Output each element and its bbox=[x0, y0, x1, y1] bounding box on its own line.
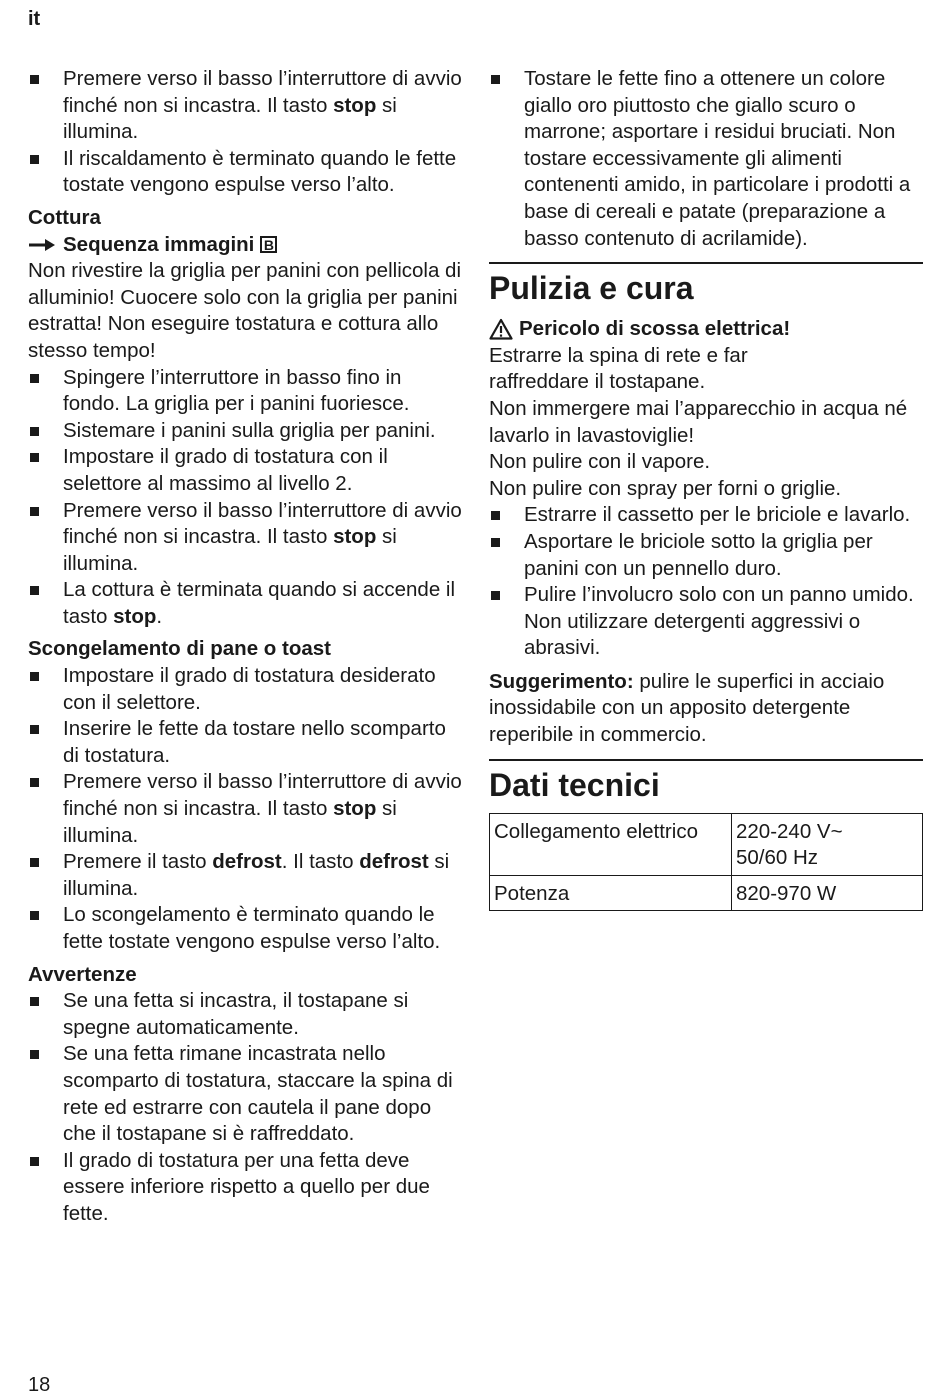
language-code: it bbox=[28, 8, 41, 30]
list-item bbox=[28, 1148, 464, 1228]
figure-reference-label: Sequenza immagini bbox=[63, 232, 255, 256]
list-item bbox=[28, 146, 464, 199]
bullet-square-icon bbox=[491, 75, 500, 84]
list-item bbox=[28, 365, 464, 418]
pulizia-line: Estrarre la spina di rete e far raffreddare il tostapane. bbox=[489, 343, 748, 394]
pulizia-line: Non immergere mai l’apparecchio in acqua né lavarlo in lavastoviglie! bbox=[489, 396, 908, 447]
list-item-keyword: defrost bbox=[212, 850, 282, 874]
list-item bbox=[28, 902, 464, 955]
figure-reference bbox=[28, 232, 464, 259]
list-item-text: Impostare il grado di tostatura con il selettore al massimo al livello 2. bbox=[63, 445, 388, 495]
bullet-square-icon bbox=[30, 586, 39, 595]
list-item bbox=[489, 502, 923, 529]
figure-letter-box: B bbox=[260, 236, 277, 253]
list-item bbox=[489, 529, 923, 582]
list-item bbox=[28, 498, 464, 578]
list-item-text: Il grado di tostatura per una fetta deve essere inferiore rispetto a quello per due fette. bbox=[63, 1148, 430, 1225]
bullet-square-icon bbox=[491, 591, 500, 600]
bullet-square-icon bbox=[30, 911, 39, 920]
table-cell-value: 820-970 W bbox=[732, 875, 923, 911]
list-item-text: . Il tasto bbox=[281, 850, 360, 874]
scongelamento-heading: Scongelamento di pane o toast bbox=[28, 637, 331, 661]
list-item-text: si illumina. bbox=[63, 93, 397, 144]
list-item-text: Lo scongelamento è terminato quando le fette tostate vengono espulse verso l’alto. bbox=[63, 903, 441, 953]
warning-triangle-icon bbox=[489, 318, 513, 340]
list-item-text: Se una fetta rimane incastrata nello scomparto di tostatura, staccare la spina di rete ed estrarre con cautela il pane dopo che il tostapane si è raffreddato. bbox=[63, 1042, 453, 1146]
table-row bbox=[490, 875, 923, 911]
intro-list-left bbox=[28, 66, 464, 199]
list-item-text: . bbox=[156, 604, 163, 628]
list-item-text: Tostare le fette fino a ottenere un colore giallo oro piuttosto che giallo scuro o marrone; asportare i residui bruciati. Non tostare eccessivamente gli alimenti contenenti amido, in particolare i prodotti a base di cereali e patate (preparazione a basso contenuto di acrilamide). bbox=[524, 67, 911, 250]
bullet-square-icon bbox=[491, 511, 500, 520]
intro-list-right bbox=[489, 66, 923, 252]
list-item bbox=[28, 769, 464, 849]
table-row bbox=[490, 813, 923, 875]
list-item-keyword: stop bbox=[333, 525, 377, 549]
list-item-text: Se una fetta si incastra, il tostapane si spegne automaticamente. bbox=[63, 989, 409, 1039]
tip-label: Suggerimento: bbox=[489, 669, 634, 693]
bullet-square-icon bbox=[30, 453, 39, 462]
bullet-square-icon bbox=[30, 725, 39, 734]
list-item-text: si illumina. bbox=[63, 525, 397, 575]
pulizia-line: Non pulire con spray per forni o griglie. bbox=[489, 476, 842, 500]
list-item-text: si illumina. bbox=[63, 797, 397, 847]
list-item-text: La cottura è terminata quando si accende il tasto bbox=[63, 578, 456, 628]
technical-data-table bbox=[489, 813, 923, 912]
list-item-text: Spingere l’interruttore in basso fino in fondo. La griglia per i panini fuoriesce. bbox=[63, 365, 410, 416]
list-item-text: Premere il tasto bbox=[63, 850, 213, 874]
list-item bbox=[28, 663, 464, 716]
pulizia-line: Non pulire con il vapore. bbox=[489, 450, 711, 474]
table-cell-key: Collegamento elettrico bbox=[490, 813, 732, 875]
bullet-square-icon bbox=[30, 1050, 39, 1059]
bullet-square-icon bbox=[30, 374, 39, 383]
tip-paragraph bbox=[489, 669, 923, 749]
list-item-text: Premere verso il basso l’interruttore di avvio finché non si incastra. Il tasto bbox=[63, 67, 462, 117]
bullet-square-icon bbox=[30, 778, 39, 787]
bullet-square-icon bbox=[30, 1157, 39, 1166]
list-item bbox=[28, 1041, 464, 1147]
bullet-square-icon bbox=[30, 155, 39, 164]
pulizia-list bbox=[489, 502, 923, 662]
warning-line bbox=[489, 316, 923, 343]
avvertenze-list bbox=[28, 988, 464, 1227]
bullet-square-icon bbox=[30, 75, 39, 84]
left-column bbox=[28, 66, 464, 1228]
cottura-intro: Non rivestire la griglia per panini con pellicola di alluminio! Cuocere solo con la griglia per panini estratta! Non eseguire tostatura e cottura allo stesso tempo! bbox=[28, 259, 462, 362]
list-item-text: Il riscaldamento è terminato quando le fette tostate vengono espulse verso l’alto. bbox=[63, 146, 457, 197]
list-item bbox=[28, 577, 464, 630]
list-item-text: Inserire le fette da tostare nello scomparto di tostatura. bbox=[63, 717, 446, 767]
list-item bbox=[28, 444, 464, 497]
list-item bbox=[489, 582, 923, 662]
cottura-heading: Cottura bbox=[28, 205, 101, 229]
bullet-square-icon bbox=[30, 997, 39, 1006]
list-item-text: Asportare le briciole sotto la griglia per panini con un pennello duro. bbox=[524, 529, 873, 580]
warning-text: Pericolo di scossa elettrica! bbox=[519, 317, 791, 341]
list-item bbox=[28, 849, 464, 902]
arrow-right-icon bbox=[28, 238, 56, 252]
dati-heading: Dati tecnici bbox=[489, 759, 923, 803]
table-cell-value: 220-240 V~ 50/60 Hz bbox=[732, 813, 923, 875]
list-item-text: Estrarre il cassetto per le briciole e lavarlo. bbox=[524, 503, 911, 527]
page-number: 18 bbox=[28, 1374, 51, 1396]
scongelamento-list bbox=[28, 663, 464, 956]
list-item-text: Premere verso il basso l’interruttore di avvio finché non si incastra. Il tasto bbox=[63, 498, 462, 549]
list-item-text: Pulire l’involucro solo con un panno umido. Non utilizzare detergenti aggressivi o abrasivi. bbox=[524, 583, 914, 660]
list-item-keyword: stop bbox=[113, 604, 157, 628]
list-item-text: si illumina. bbox=[63, 850, 450, 900]
list-item bbox=[489, 66, 923, 252]
list-item-text: Premere verso il basso l’interruttore di avvio finché non si incastra. Il tasto bbox=[63, 770, 462, 821]
bullet-square-icon bbox=[30, 672, 39, 681]
avvertenze-heading: Avvertenze bbox=[28, 962, 137, 986]
table-cell-key: Potenza bbox=[490, 875, 732, 911]
list-item-keyword: stop bbox=[333, 797, 377, 821]
tip-text: pulire le superfici in acciaio inossidabile con un apposito detergente reperibile in commercio. bbox=[489, 669, 885, 747]
pulizia-heading: Pulizia e cura bbox=[489, 262, 923, 306]
list-item bbox=[28, 988, 464, 1041]
cottura-list bbox=[28, 365, 464, 631]
list-item-keyword: stop bbox=[333, 93, 377, 117]
right-column bbox=[489, 66, 923, 911]
list-item bbox=[28, 418, 464, 445]
bullet-square-icon bbox=[30, 507, 39, 516]
list-item-text: Impostare il grado di tostatura desiderato con il selettore. bbox=[63, 664, 436, 714]
bullet-square-icon bbox=[491, 538, 500, 547]
list-item-text: Sistemare i panini sulla griglia per panini. bbox=[63, 418, 436, 442]
list-item bbox=[28, 66, 464, 146]
bullet-square-icon bbox=[30, 427, 39, 436]
list-item-keyword: defrost bbox=[359, 850, 429, 874]
bullet-square-icon bbox=[30, 858, 39, 867]
list-item bbox=[28, 716, 464, 769]
